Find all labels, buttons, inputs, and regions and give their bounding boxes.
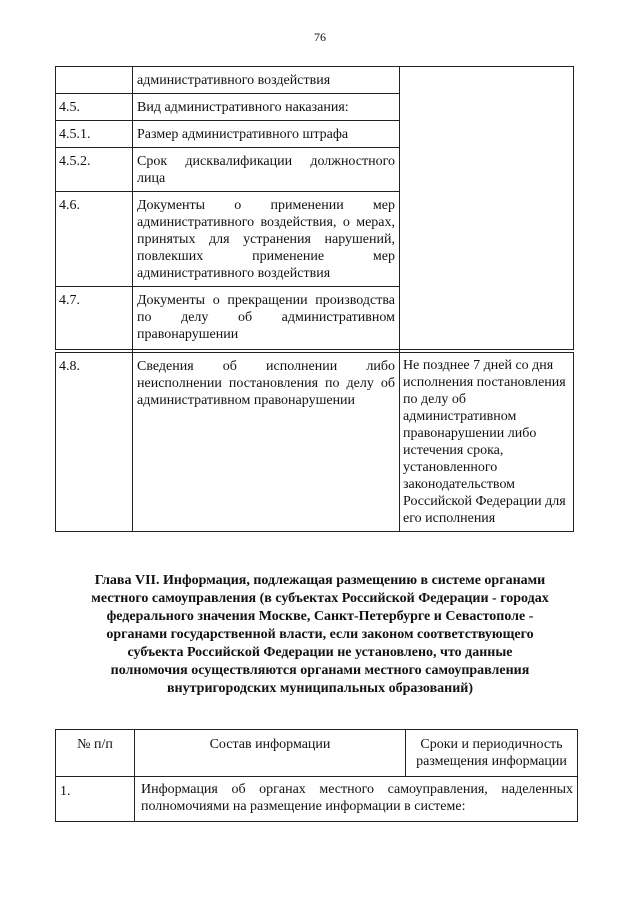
table-header-row (56, 730, 578, 777)
table-row (56, 777, 578, 822)
table-row (56, 353, 574, 532)
row-number: 4.5.1. (56, 121, 133, 148)
row-description: административного воздействия (133, 67, 400, 94)
row-number: 4.6. (56, 192, 133, 287)
chapter-title: Глава VII. Информация, подлежащая размещению в системе органами местного самоуправления (в субъектах Российской Федерации - городах федерального значения Москве, Санкт-Петербурге и Севастополе - органами государственной власти, если законом соответствующего субъекта Российской Федерации не установлено, что данные полномочия осуществляются органами местного самоуправления внутригородских муниципальных образований) (91, 573, 549, 696)
row-description: Документы о прекращении производства по делу об административном правонарушении (133, 287, 400, 350)
row-description: Вид административного наказания: (133, 94, 400, 121)
row-number (56, 67, 133, 94)
row-description: Срок дисквалификации должностного лица (133, 148, 400, 192)
header-content: Состав информации (135, 730, 406, 777)
row-number: 4.5.2. (56, 148, 133, 192)
header-period: Сроки и периодичность размещения информации (406, 730, 578, 777)
table-row (56, 67, 574, 94)
info-table-chapter-7 (55, 729, 578, 822)
info-table-continued (55, 66, 574, 532)
row-number: 1. (56, 777, 135, 822)
row-deadline: Не позднее 7 дней со дня исполнения постановления по делу об административном правонарушении либо истечения срока, установленного законодательством Российской Федерации для его исполнения (400, 353, 574, 532)
row-number: 4.5. (56, 94, 133, 121)
row-deadline (400, 67, 574, 350)
row-description: Размер административного штрафа (133, 121, 400, 148)
header-num: № п/п (56, 730, 135, 777)
row-description: Информация об органах местного самоуправления, наделенных полномочиями на размещение информации в системе: (135, 777, 578, 822)
row-description: Документы о применении мер административного воздействия, о мерах, принятых для устранения нарушений, повлекших применение мер административного воздействия (133, 192, 400, 287)
page-number: 76 (314, 30, 326, 44)
row-number: 4.8. (56, 353, 133, 532)
row-number: 4.7. (56, 287, 133, 350)
row-description: Сведения об исполнении либо неисполнении постановления по делу об административном правонарушении (133, 353, 400, 532)
